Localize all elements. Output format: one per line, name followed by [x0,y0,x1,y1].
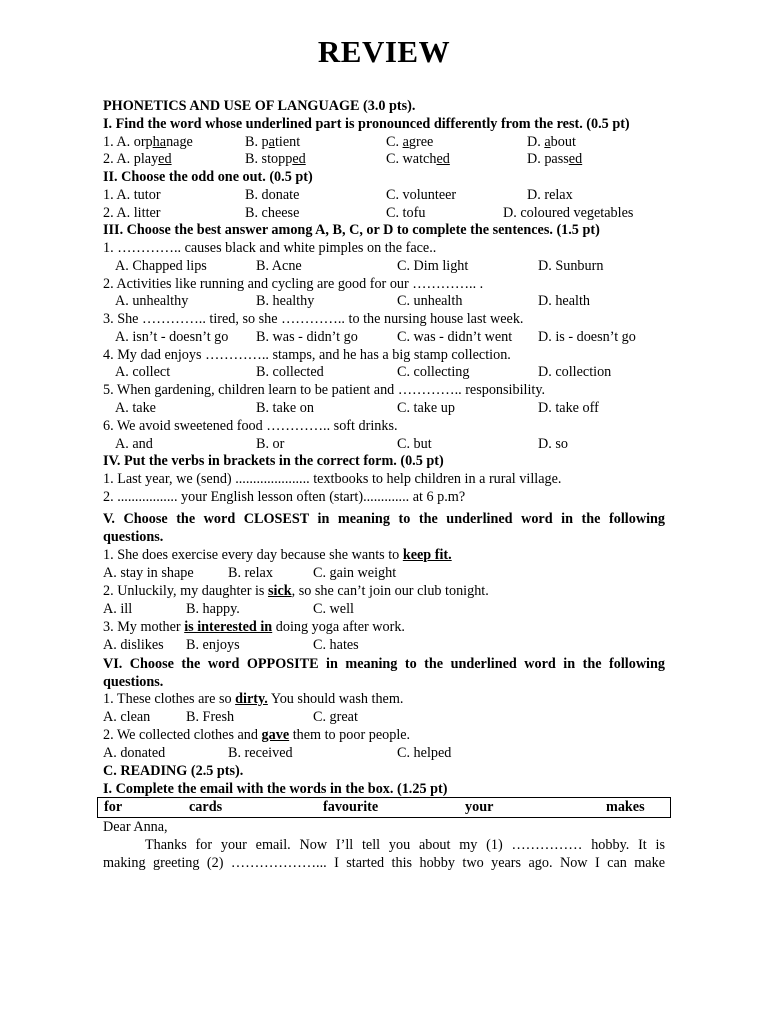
part5-q1-options [103,564,665,582]
option-b: B. patient [245,134,301,150]
option-c: C. well [313,601,354,617]
option-d: D. passed [527,151,583,167]
option-a: A. unhealthy [115,293,189,309]
part3-q6-options [103,435,665,453]
option-a: A. take [115,400,156,416]
option-c: C. tofu [386,205,426,221]
underlined-word: dirty. [235,691,268,707]
option-a: A. donated [103,745,166,761]
part3-q2-stem: 2. Activities like running and cycling are good for our ………….. . [103,276,484,292]
part2-question-2 [103,204,665,222]
option-b: B. healthy [256,293,315,309]
option-b: B. received [228,745,293,761]
option-a: A. dislikes [103,637,164,653]
part5-heading: V. Choose the word CLOSEST in meaning to the underlined word in the following [103,511,665,527]
option-b: B. take on [256,400,314,416]
part3-heading: III. Choose the best answer among A, B, C, or D to complete the sentences. (1.5 pt) [103,222,600,238]
part5-q2-stem: 2. Unluckily, my daughter is sick, so she can’t join our club tonight. [103,583,489,599]
part6-q2-options [103,744,665,762]
option-a: A. stay in shape [103,565,194,581]
page-title: REVIEW [317,34,451,69]
option-a: 2. A. played [103,151,172,167]
part3-q5-options [103,399,665,417]
word-box-item: your [465,799,494,815]
part3-q1-options [103,257,665,275]
option-b: B. cheese [245,205,300,221]
part3-q4-stem: 4. My dad enjoys ………….. stamps, and he has a big stamp collection. [103,347,511,363]
underlined-word: is interested in [184,619,273,635]
part2-question-1 [103,186,665,204]
option-b: B. Fresh [186,709,235,725]
part1-question-1 [103,133,665,151]
underlined-word: gave [261,727,290,743]
section-phonetics-heading: PHONETICS AND USE OF LANGUAGE (3.0 pts). [103,98,416,114]
part5-q3-stem: 3. My mother is interested in doing yoga after work. [103,619,405,635]
option-a: 1. A. orphanage [103,134,193,150]
option-d: D. coloured vegetables [503,205,634,221]
option-c: C. take up [397,400,455,416]
option-d: D. about [527,134,576,150]
word-box-item: favourite [323,799,379,815]
part6-q1-stem: 1. These clothes are so dirty. You should wash them. [103,691,404,707]
option-c: C. hates [313,637,359,653]
option-a: A. and [115,436,153,452]
part5-q1-stem: 1. She does exercise every day because she wants to keep fit. [103,547,452,563]
option-a: A. collect [115,364,171,380]
part3-q2-options [103,292,665,310]
part3-q3-stem: 3. She ………….. tired, so she ………….. to the nursing house last week. [103,311,524,327]
option-b: B. enjoys [186,637,240,653]
part1-heading: I. Find the word whose underlined part is pronounced differently from the rest. (0.5 pt) [103,116,630,132]
part3-q3-options [103,328,665,346]
option-a: A. Chapped lips [115,258,207,274]
underlined-word: keep fit. [402,547,452,563]
section-reading-heading: C. READING (2.5 pts). [103,763,244,779]
option-c: C. volunteer [386,187,457,203]
option-c: C. was - didn’t went [397,329,513,345]
part3-q5-stem: 5. When gardening, children learn to be patient and ………….. responsibility. [103,382,546,398]
email-line-2: making greeting (2) ………………... I started this hobby two years ago. Now I can make [103,855,665,871]
part3-q1-stem: 1. ………….. causes black and white pimples on the face.. [103,240,437,256]
option-b: B. donate [245,187,300,203]
option-d: D. collection [538,364,612,380]
option-d: D. relax [527,187,573,203]
part2-heading: II. Choose the odd one out. (0.5 pt) [103,169,313,185]
option-a: A. ill [103,601,133,617]
option-a: A. clean [103,709,151,725]
option-c: C. great [313,709,358,725]
email-line-1: Thanks for your email. Now I’ll tell you about my (1) …………… hobby. It is [145,837,665,853]
word-box [97,797,671,818]
option-c: C. gain weight [313,565,397,581]
part1-question-2 [103,150,665,168]
option-b: B. Acne [256,258,302,274]
email-greeting: Dear Anna, [103,819,168,835]
option-c: C. but [397,436,432,452]
option-b: B. collected [256,364,324,380]
word-box-item: makes [606,799,645,815]
option-c: C. unhealth [397,293,463,309]
option-b: B. was - didn’t go [256,329,358,345]
option-b: B. or [256,436,285,452]
word-box-item: cards [189,799,223,815]
option-c: C. agree [386,134,434,150]
part4-heading: IV. Put the verbs in brackets in the correct form. (0.5 pt) [103,453,444,469]
reading-part1-heading: I. Complete the email with the words in the box. (1.25 pt) [103,781,448,797]
option-b: B. happy. [186,601,240,617]
part6-heading: VI. Choose the word OPPOSITE in meaning to the underlined word in the following [103,656,665,672]
option-b: B. stopped [245,151,306,167]
part3-q6-stem: 6. We avoid sweetened food ………….. soft drinks. [103,418,398,434]
option-d: D. is - doesn’t go [538,329,636,345]
option-a: 1. A. tutor [103,187,161,203]
part4-question-1: 1. Last year, we (send) ..................... textbooks to help children in a rural village. [103,471,562,487]
part5-heading-cont: questions. [103,529,164,545]
option-a: A. isn’t - doesn’t go [115,329,229,345]
option-d: D. Sunburn [538,258,604,274]
part3-q4-options [103,363,665,381]
part6-heading-cont: questions. [103,674,164,690]
option-a: 2. A. litter [103,205,161,221]
part5-q3-options [103,636,665,654]
option-d: D. health [538,293,591,309]
part5-q2-options [103,600,665,618]
option-d: D. take off [538,400,599,416]
part6-q1-options [103,708,665,726]
underlined-word: sick [267,583,292,599]
option-d: D. so [538,436,568,452]
option-c: C. collecting [397,364,470,380]
option-c: C. watched [386,151,450,167]
part4-question-2: 2. ................. your English lesson often (start)............. at 6 p.m? [103,489,466,505]
option-c: C. Dim light [397,258,469,274]
option-b: B. relax [228,565,273,581]
word-box-item: for [104,799,123,815]
option-c: C. helped [397,745,452,761]
part6-q2-stem: 2. We collected clothes and gave them to poor people. [103,727,411,743]
